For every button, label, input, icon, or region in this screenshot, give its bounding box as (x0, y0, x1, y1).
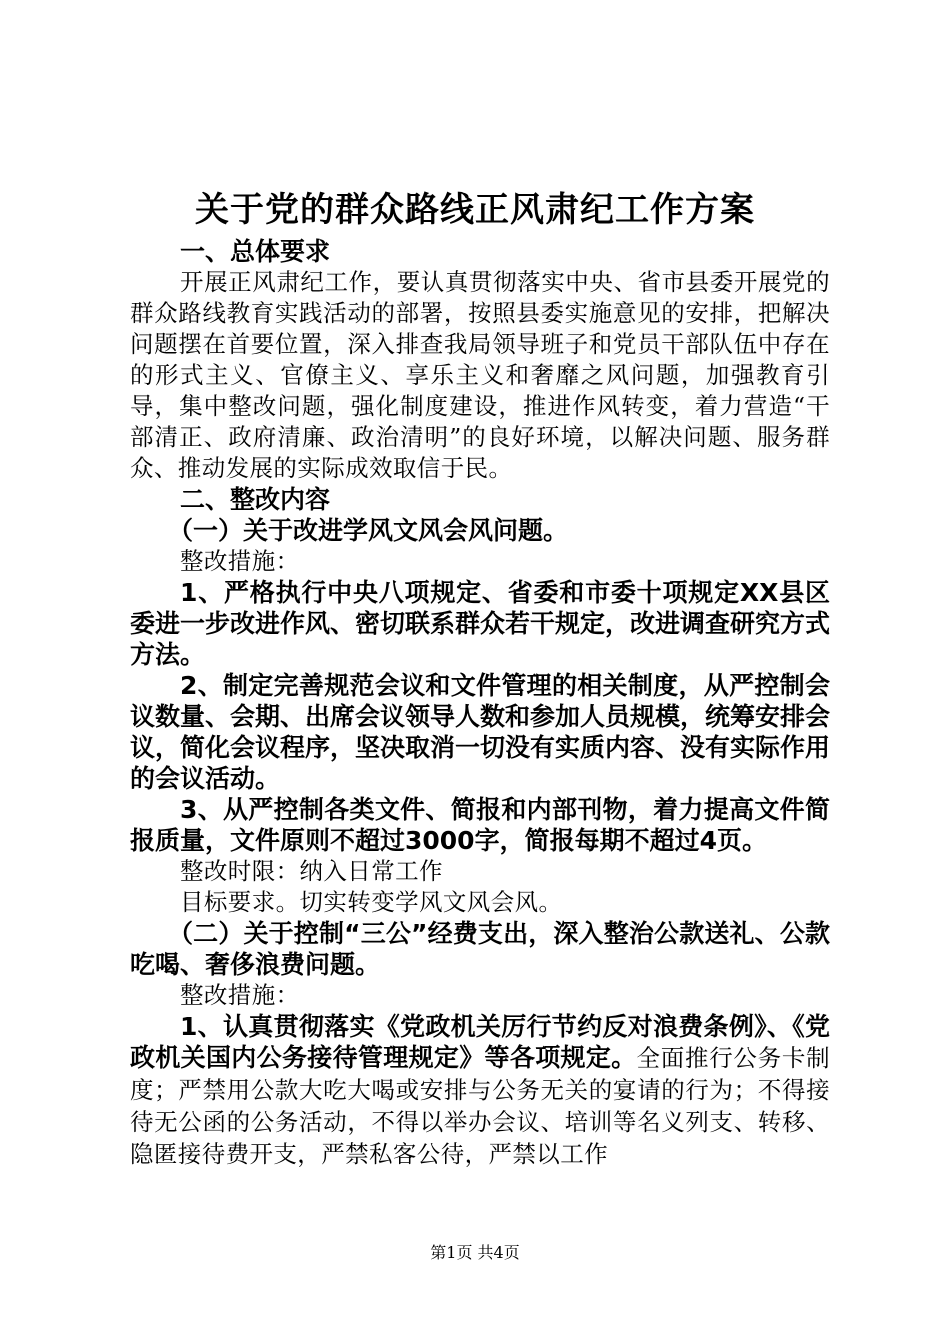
list-item (130, 1011, 830, 1170)
document-body (130, 236, 830, 1170)
deadline-text: 整改时限：纳入日常工作 (180, 857, 443, 885)
subsection-heading: （一）关于改进学风文风会风问题。 (168, 516, 569, 545)
list-item-bold-text: 1、认真贯彻落实《党政机关厉行节约反对浪费条例》、《党政机关国内公务接待管理规定》等各项规定。 (130, 1012, 830, 1072)
list-item: 1、严格执行中央八项规定、省委和市委十项规定XX县区委进一步改进作风、密切联系群众若干规定，改进调查研究方式方法。 (130, 578, 831, 669)
goal-text: 目标要求。切实转变学风文风会风。 (180, 888, 563, 916)
list-item: 2、制定完善规范会议和文件管理的相关制度，从严控制会议数量、会期、出席会议领导人数和参加人员规模，统筹安排会议，简化会议程序，坚决取消一切没有实质内容、没有实际作用的会议活动。 (130, 671, 831, 793)
measures-label: 整改措施： (180, 981, 300, 1009)
measures-label: 整改措施： (180, 547, 300, 575)
subsection-heading: （二）关于控制“三公”经费支出，深入整治公款送礼、公款吃喝、奢侈浪费问题。 (130, 919, 830, 979)
paragraph: 开展正风肃纪工作，要认真贯彻落实中央、省市县委开展党的群众路线教育实践活动的部署，按照县委实施意见的安排，把解决问题摆在首要位置，深入排查我局领导班子和党员干部队伍中存在的形式主义、官僚主义、享乐主义和奢靡之风问题，加强教育引导，集中整改问题，强化制度建设，推进作风转变，着力营造“干部清正、政府清廉、政治清明”的良好环境，以解决问题、服务群众、推动发展的实际成效取信于民。 (130, 268, 830, 482)
section-heading: 二、整改内容 (180, 485, 331, 514)
list-item: 3、从严控制各类文件、简报和内部刊物，着力提高文件简报质量，文件原则不超过3000字，简报每期不超过4页。 (130, 795, 830, 855)
document-title: 关于党的群众路线正风肃纪工作方案 (195, 190, 755, 230)
list-item-regular-text: 全面推行公务卡制度；严禁用公款大吃大喝或安排与公务无关的宴请的行为；不得接待无公函的公务活动，不得以举办会议、培训等名义列支、转移、隐匿接待费开支，严禁私客公待，严禁以工作 (130, 1044, 830, 1168)
section-heading: 一、总体要求 (180, 237, 331, 266)
page-footer: 第1页 共4页 (430, 1243, 520, 1262)
